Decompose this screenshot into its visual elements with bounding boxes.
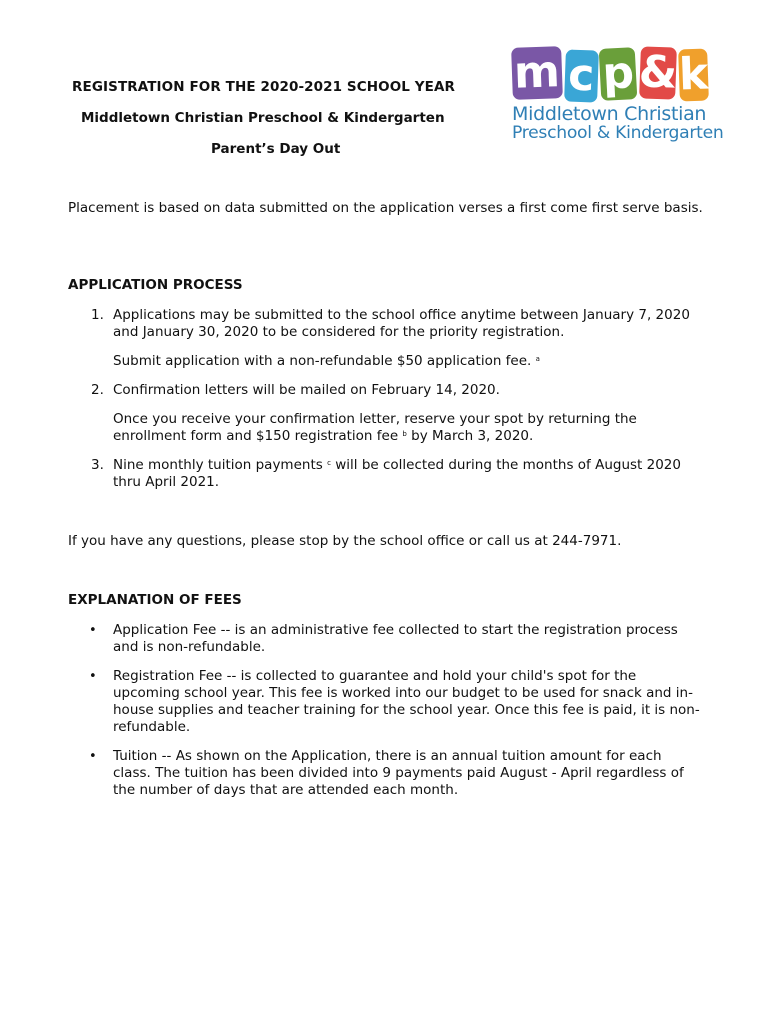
fee-text: Application Fee -- is an administrative fee collected to start the registration process and is non-refundable. — [113, 622, 678, 655]
fees-list — [68, 622, 703, 811]
questions-paragraph: If you have any questions, please stop by the school office or call us at 244-7971. — [68, 533, 622, 549]
logo-tile-k: k — [677, 48, 709, 101]
school-logo — [512, 46, 724, 147]
placement-paragraph: Placement is based on data submitted on the application verses a first come first serve basis. — [68, 200, 703, 216]
list-item — [68, 457, 698, 491]
extra-text: Once you receive your confirmation letter, reserve your spot by returning the enrollment form and $150 registration fee — [113, 411, 637, 444]
logo-letter-tiles — [512, 47, 708, 103]
logo-tile-m: m — [511, 46, 563, 100]
item-text: Nine monthly tuition payments — [113, 457, 323, 473]
list-item — [68, 668, 703, 736]
list-number: 2. — [91, 382, 104, 398]
school-name: Middletown Christian Preschool & Kindergarten — [81, 110, 445, 126]
explanation-of-fees-heading: EXPLANATION OF FEES — [68, 592, 242, 608]
extra-text: by March 3, 2020. — [411, 428, 534, 444]
footnote-marker: b — [402, 430, 407, 438]
logo-tile-c: c — [564, 49, 598, 102]
footnote-marker: a — [535, 355, 540, 363]
bullet-icon: • — [89, 749, 97, 764]
footnote-marker: c — [327, 459, 331, 467]
list-item-text: Confirmation letters will be mailed on February 14, 2020. — [113, 382, 500, 398]
list-item — [68, 307, 698, 370]
document-body — [68, 200, 708, 798]
application-process-list — [68, 307, 698, 491]
logo-tile-ampersand: & — [637, 46, 678, 99]
list-item — [68, 382, 698, 445]
list-item — [68, 622, 703, 656]
fee-text: Registration Fee -- is collected to guarantee and hold your child's spot for the upcoming school year. This fee is worked into our budget to be used for snack and in-house supplies and teacher training for the school year. Once this fee is paid, it is non-refundable. — [113, 668, 700, 735]
list-item — [68, 748, 703, 799]
list-number: 1. — [91, 307, 104, 323]
item-text: will be collected during the months of August 2020 thru April 2021. — [113, 457, 681, 490]
application-process-heading: APPLICATION PROCESS — [68, 277, 243, 293]
list-item-extra — [113, 353, 698, 370]
list-item-text — [113, 457, 698, 491]
document-title: REGISTRATION FOR THE 2020-2021 SCHOOL YEAR — [72, 79, 456, 95]
list-item-extra — [113, 411, 698, 445]
list-number: 3. — [91, 457, 104, 473]
bullet-icon: • — [89, 669, 97, 684]
fee-text: Tuition -- As shown on the Application, there is an annual tuition amount for each class. The tuition has been divided into 9 payments paid August - April regardless of the number of days that are attended each month. — [113, 748, 684, 798]
extra-text: Submit application with a non-refundable $50 application fee. — [113, 353, 532, 369]
logo-text-line2: Preschool & Kindergarten — [512, 123, 724, 143]
bullet-icon: • — [89, 623, 97, 638]
logo-text-line1: Middletown Christian — [512, 103, 707, 125]
list-item-text: Applications may be submitted to the school office anytime between January 7, 2020 and January 30, 2020 to be considered for the priority registration. — [113, 307, 690, 340]
document-header — [0, 0, 770, 170]
program-name: Parent’s Day Out — [211, 141, 341, 157]
logo-tile-p: p — [599, 47, 638, 101]
